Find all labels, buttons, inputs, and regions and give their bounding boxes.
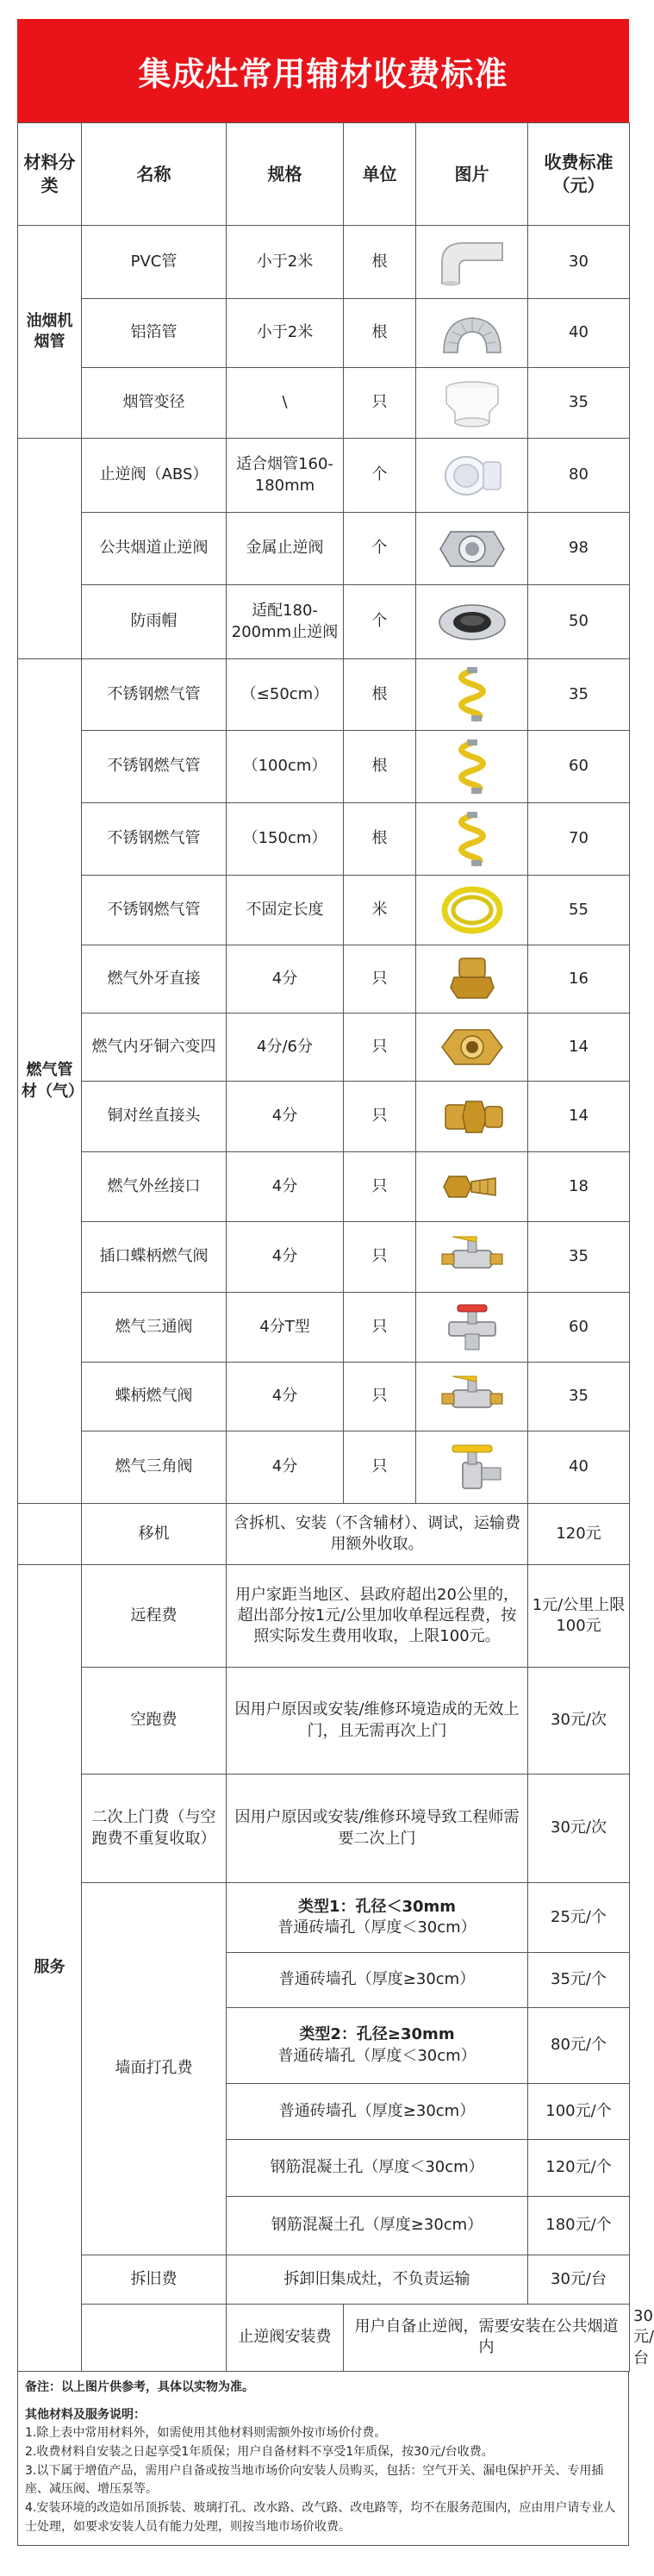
row-desc: 用户自备止逆阀，需要安装在公共烟道内 [344, 2305, 630, 2372]
row-image [416, 1222, 528, 1293]
row-price: 50 [528, 585, 630, 659]
empty-category-cell [82, 2305, 227, 2372]
row-unit: 只 [344, 1014, 416, 1082]
row-desc: 用户家距当地区、县政府超出20公里的，超出部分按1元/公里加收单程远程费，按照实际发生费用收取，上限100元。 [227, 1565, 528, 1668]
row-price: 40 [528, 299, 630, 368]
row-spec: 4分 [227, 1431, 344, 1504]
table-header [18, 123, 630, 226]
table-row [18, 1222, 630, 1293]
gas-hose-yellow-icon [429, 667, 515, 722]
row-price: 120元/个 [528, 2140, 630, 2197]
row-desc: 因用户原因或安装/维修环境造成的无效上门，且无需再次上门 [227, 1668, 528, 1775]
row-desc [227, 2008, 528, 2084]
notes-section [17, 2372, 629, 2547]
row-name: 燃气外牙直接 [82, 945, 227, 1014]
row-spec: （≤50cm） [227, 659, 344, 731]
table-row [18, 439, 630, 513]
row-desc: 普通砖墙孔（厚度≥30cm） [227, 2084, 528, 2140]
header-image: 图片 [416, 123, 528, 226]
row-image [416, 945, 528, 1014]
row-name: 插口蝶柄燃气阀 [82, 1222, 227, 1293]
row-name: 移机 [82, 1504, 227, 1565]
row-unit: 只 [344, 945, 416, 1014]
butterfly-valve-icon [429, 1369, 515, 1425]
row-spec: 适配180-200mm止逆阀 [227, 585, 344, 659]
row-price: 80元/个 [528, 2008, 630, 2084]
row-image [416, 876, 528, 945]
row-image [416, 1293, 528, 1363]
row-desc: 拆卸旧集成灶，不负责运输 [227, 2255, 528, 2305]
row-desc [227, 1883, 528, 1953]
row-unit: 个 [344, 585, 416, 659]
category-fume-pipe: 油烟机烟管 [18, 226, 82, 439]
row-spec: 4分T型 [227, 1293, 344, 1363]
row-price: 120元 [528, 1504, 630, 1565]
drill-desc: 普通砖墙孔（厚度＜30cm） [277, 1918, 476, 1937]
row-name: 拆旧费 [82, 2255, 227, 2305]
row-name: 铜对丝直接头 [82, 1082, 227, 1152]
row-name: 远程费 [82, 1565, 227, 1668]
row-unit: 根 [344, 731, 416, 803]
table-row [18, 659, 630, 731]
table-row [18, 803, 630, 876]
table-row [18, 1431, 630, 1504]
row-unit: 只 [344, 1152, 416, 1222]
check-valve-icon [429, 448, 515, 503]
row-unit: 个 [344, 513, 416, 585]
brass-connector-icon [429, 951, 515, 1007]
row-price: 30元/次 [528, 1668, 630, 1775]
row-desc: 因用户原因或安装/维修环境导致工程师需要二次上门 [227, 1775, 528, 1883]
row-name: 不锈钢燃气管 [82, 731, 227, 803]
row-price: 30 [528, 226, 630, 299]
row-unit: 只 [344, 1082, 416, 1152]
row-price: 40 [528, 1431, 630, 1504]
row-spec: 4分 [227, 1222, 344, 1293]
pvc-elbow-pipe-icon [429, 234, 515, 290]
row-price: 14 [528, 1014, 630, 1082]
header-name: 名称 [82, 123, 227, 226]
row-desc: 含拆机、安装（不含辅材）、调试，运输费用额外收取。 [227, 1504, 528, 1565]
drill-desc: 普通砖墙孔（厚度＜30cm） [277, 2046, 476, 2065]
row-name: 蝶柄燃气阀 [82, 1363, 227, 1431]
row-name: 不锈钢燃气管 [82, 876, 227, 945]
row-unit: 只 [344, 1431, 416, 1504]
row-name: 墙面打孔费 [82, 1883, 227, 2255]
brass-nipple-icon [429, 1089, 515, 1145]
row-unit: 根 [344, 299, 416, 368]
row-desc: 普通砖墙孔（厚度≥30cm） [227, 1953, 528, 2008]
row-image [416, 585, 528, 659]
row-price: 35 [528, 1222, 630, 1293]
row-price: 25元/个 [528, 1883, 630, 1953]
brass-hex-nut-icon [429, 1020, 515, 1075]
row-spec: 4分 [227, 1082, 344, 1152]
table-row [18, 513, 630, 585]
note-item: 4.安装环境的改造如吊顶拆装、玻璃打孔、改水路、改气路、改电路等，均不在服务范围内，应由用户请专业人士处理，如要求安装人员有能力处理，则按当地市场价收费。 [25, 2501, 616, 2534]
row-price: 35 [528, 659, 630, 731]
table-row [18, 1014, 630, 1082]
rain-cap-icon [429, 595, 515, 650]
table-row [18, 368, 630, 439]
gas-hose-coil-icon [429, 883, 515, 938]
category-gas-pipe: 燃气管材（气） [18, 659, 82, 1504]
row-name: 防雨帽 [82, 585, 227, 659]
row-image [416, 1014, 528, 1082]
row-price: 35元/个 [528, 1953, 630, 2008]
empty-category-cell [18, 439, 82, 659]
aluminum-foil-pipe-icon [429, 306, 515, 361]
row-name: PVC管 [82, 226, 227, 299]
row-image [416, 513, 528, 585]
row-name: 公共烟道止逆阀 [82, 513, 227, 585]
row-price: 98 [528, 513, 630, 585]
row-unit: 只 [344, 1222, 416, 1293]
row-price: 16 [528, 945, 630, 1014]
row-image [416, 803, 528, 876]
row-price: 100元/个 [528, 2084, 630, 2140]
row-name: 燃气三通阀 [82, 1293, 227, 1363]
row-image [416, 299, 528, 368]
row-spec: 4分/6分 [227, 1014, 344, 1082]
row-name: 空跑费 [82, 1668, 227, 1775]
row-price: 55 [528, 876, 630, 945]
drill-type1-title: 类型1：孔径＜30mm [297, 1897, 457, 1916]
notes-heading: 其他材料及服务说明： [25, 2407, 146, 2422]
row-name: 燃气外丝接口 [82, 1152, 227, 1222]
row-unit: 只 [344, 1363, 416, 1431]
row-unit: 根 [344, 803, 416, 876]
row-image [416, 368, 528, 439]
row-name: 止逆阀安装费 [227, 2305, 344, 2372]
table-row-remote [18, 1565, 630, 1668]
row-spec: 金属止逆阀 [227, 513, 344, 585]
gas-hose-yellow-icon [429, 739, 515, 795]
row-spec: 不固定长度 [227, 876, 344, 945]
row-image [416, 659, 528, 731]
row-spec: （150cm） [227, 803, 344, 876]
brass-hose-barb-icon [429, 1159, 515, 1214]
table-row [18, 299, 630, 368]
table-row [18, 876, 630, 945]
table-row [18, 731, 630, 803]
row-spec: 4分 [227, 1152, 344, 1222]
row-price: 30元/次 [528, 1775, 630, 1883]
row-name: 不锈钢燃气管 [82, 659, 227, 731]
row-price: 70 [528, 803, 630, 876]
row-name: 不锈钢燃气管 [82, 803, 227, 876]
row-unit: 个 [344, 439, 416, 513]
pipe-reducer-icon [429, 376, 515, 431]
row-image [416, 1082, 528, 1152]
price-table [17, 122, 654, 2372]
row-spec: （100cm） [227, 731, 344, 803]
table-row-relocate [18, 1504, 630, 1565]
table-row-drill-1 [18, 1883, 630, 1953]
row-price: 18 [528, 1152, 630, 1222]
note-item: 1.除上表中常用材料外，如需使用其他材料则需额外按市场价付费。 [25, 2426, 387, 2441]
table-row [18, 1082, 630, 1152]
table-row [18, 226, 630, 299]
row-unit: 根 [344, 226, 416, 299]
row-spec: 4分 [227, 945, 344, 1014]
row-desc: 钢筋混凝土孔（厚度≥30cm） [227, 2197, 528, 2255]
gas-hose-yellow-icon [429, 812, 515, 867]
row-image [416, 1363, 528, 1431]
table-row [18, 945, 630, 1014]
header-spec: 规格 [227, 123, 344, 226]
row-price: 80 [528, 439, 630, 513]
table-row [18, 1363, 630, 1431]
empty-category-cell [18, 1504, 82, 1565]
note-item: 2.收费材料自安装之日起享受1年质保；用户自备材料不享受1年质保，按30元/台收费。 [25, 2444, 494, 2459]
table-row [18, 1293, 630, 1363]
table-row-idle [18, 1668, 630, 1775]
row-spec: \ [227, 368, 344, 439]
row-price: 35 [528, 368, 630, 439]
row-price: 1元/公里上限100元 [528, 1565, 630, 1668]
row-name: 止逆阀（ABS） [82, 439, 227, 513]
row-price: 14 [528, 1082, 630, 1152]
row-unit: 只 [344, 368, 416, 439]
row-price: 180元/个 [528, 2197, 630, 2255]
row-image [416, 1152, 528, 1222]
table-row [18, 585, 630, 659]
row-price: 30元/台 [528, 2255, 630, 2305]
table-row-dismantle [18, 2255, 630, 2305]
row-image [416, 226, 528, 299]
note-item: 3.以下属于增值产品，需用户自备或按当地市场价向安装人员购买，包括：空气开关、漏电保护开关、专用插座、减压阀、增压泵等。 [25, 2463, 604, 2497]
header-price: 收费标准（元） [528, 123, 630, 226]
drill-type2-title: 类型2：孔径≥30mm [299, 2025, 455, 2044]
table-row-second-visit [18, 1775, 630, 1883]
table-row-check-valve-install: 止逆阀安装费 用户自备止逆阀，需要安装在公共烟道内 30元/台 [18, 2305, 630, 2372]
row-price: 60 [528, 1293, 630, 1363]
row-spec: 适合烟管160-180mm [227, 439, 344, 513]
row-name: 燃气内牙铜六变四 [82, 1014, 227, 1082]
row-spec: 小于2米 [227, 299, 344, 368]
page-title: 集成灶常用辅材收费标准 [17, 19, 629, 122]
row-desc: 钢筋混凝土孔（厚度＜30cm） [227, 2140, 528, 2197]
metal-check-valve-icon [429, 521, 515, 577]
row-unit: 只 [344, 1293, 416, 1363]
row-price: 60 [528, 731, 630, 803]
row-unit: 米 [344, 876, 416, 945]
row-name: 二次上门费（与空跑费不重复收取） [82, 1775, 227, 1883]
tee-valve-icon [429, 1300, 515, 1355]
header-unit: 单位 [344, 123, 416, 226]
angle-valve-icon [429, 1440, 515, 1495]
row-name: 烟管变径 [82, 368, 227, 439]
notes-remark: 备注：以上图片供参考，具体以实物为准。 [25, 2380, 254, 2394]
row-name: 燃气三角阀 [82, 1431, 227, 1504]
row-unit: 根 [344, 659, 416, 731]
row-price: 35 [528, 1363, 630, 1431]
row-spec: 4分 [227, 1363, 344, 1431]
header-category: 材料分类 [18, 123, 82, 226]
row-image [416, 1431, 528, 1504]
row-image [416, 439, 528, 513]
table-row [18, 1152, 630, 1222]
category-service: 服务 [18, 1565, 82, 2372]
row-spec: 小于2米 [227, 226, 344, 299]
row-name: 铝箔管 [82, 299, 227, 368]
butterfly-valve-icon [429, 1230, 515, 1285]
row-image [416, 731, 528, 803]
